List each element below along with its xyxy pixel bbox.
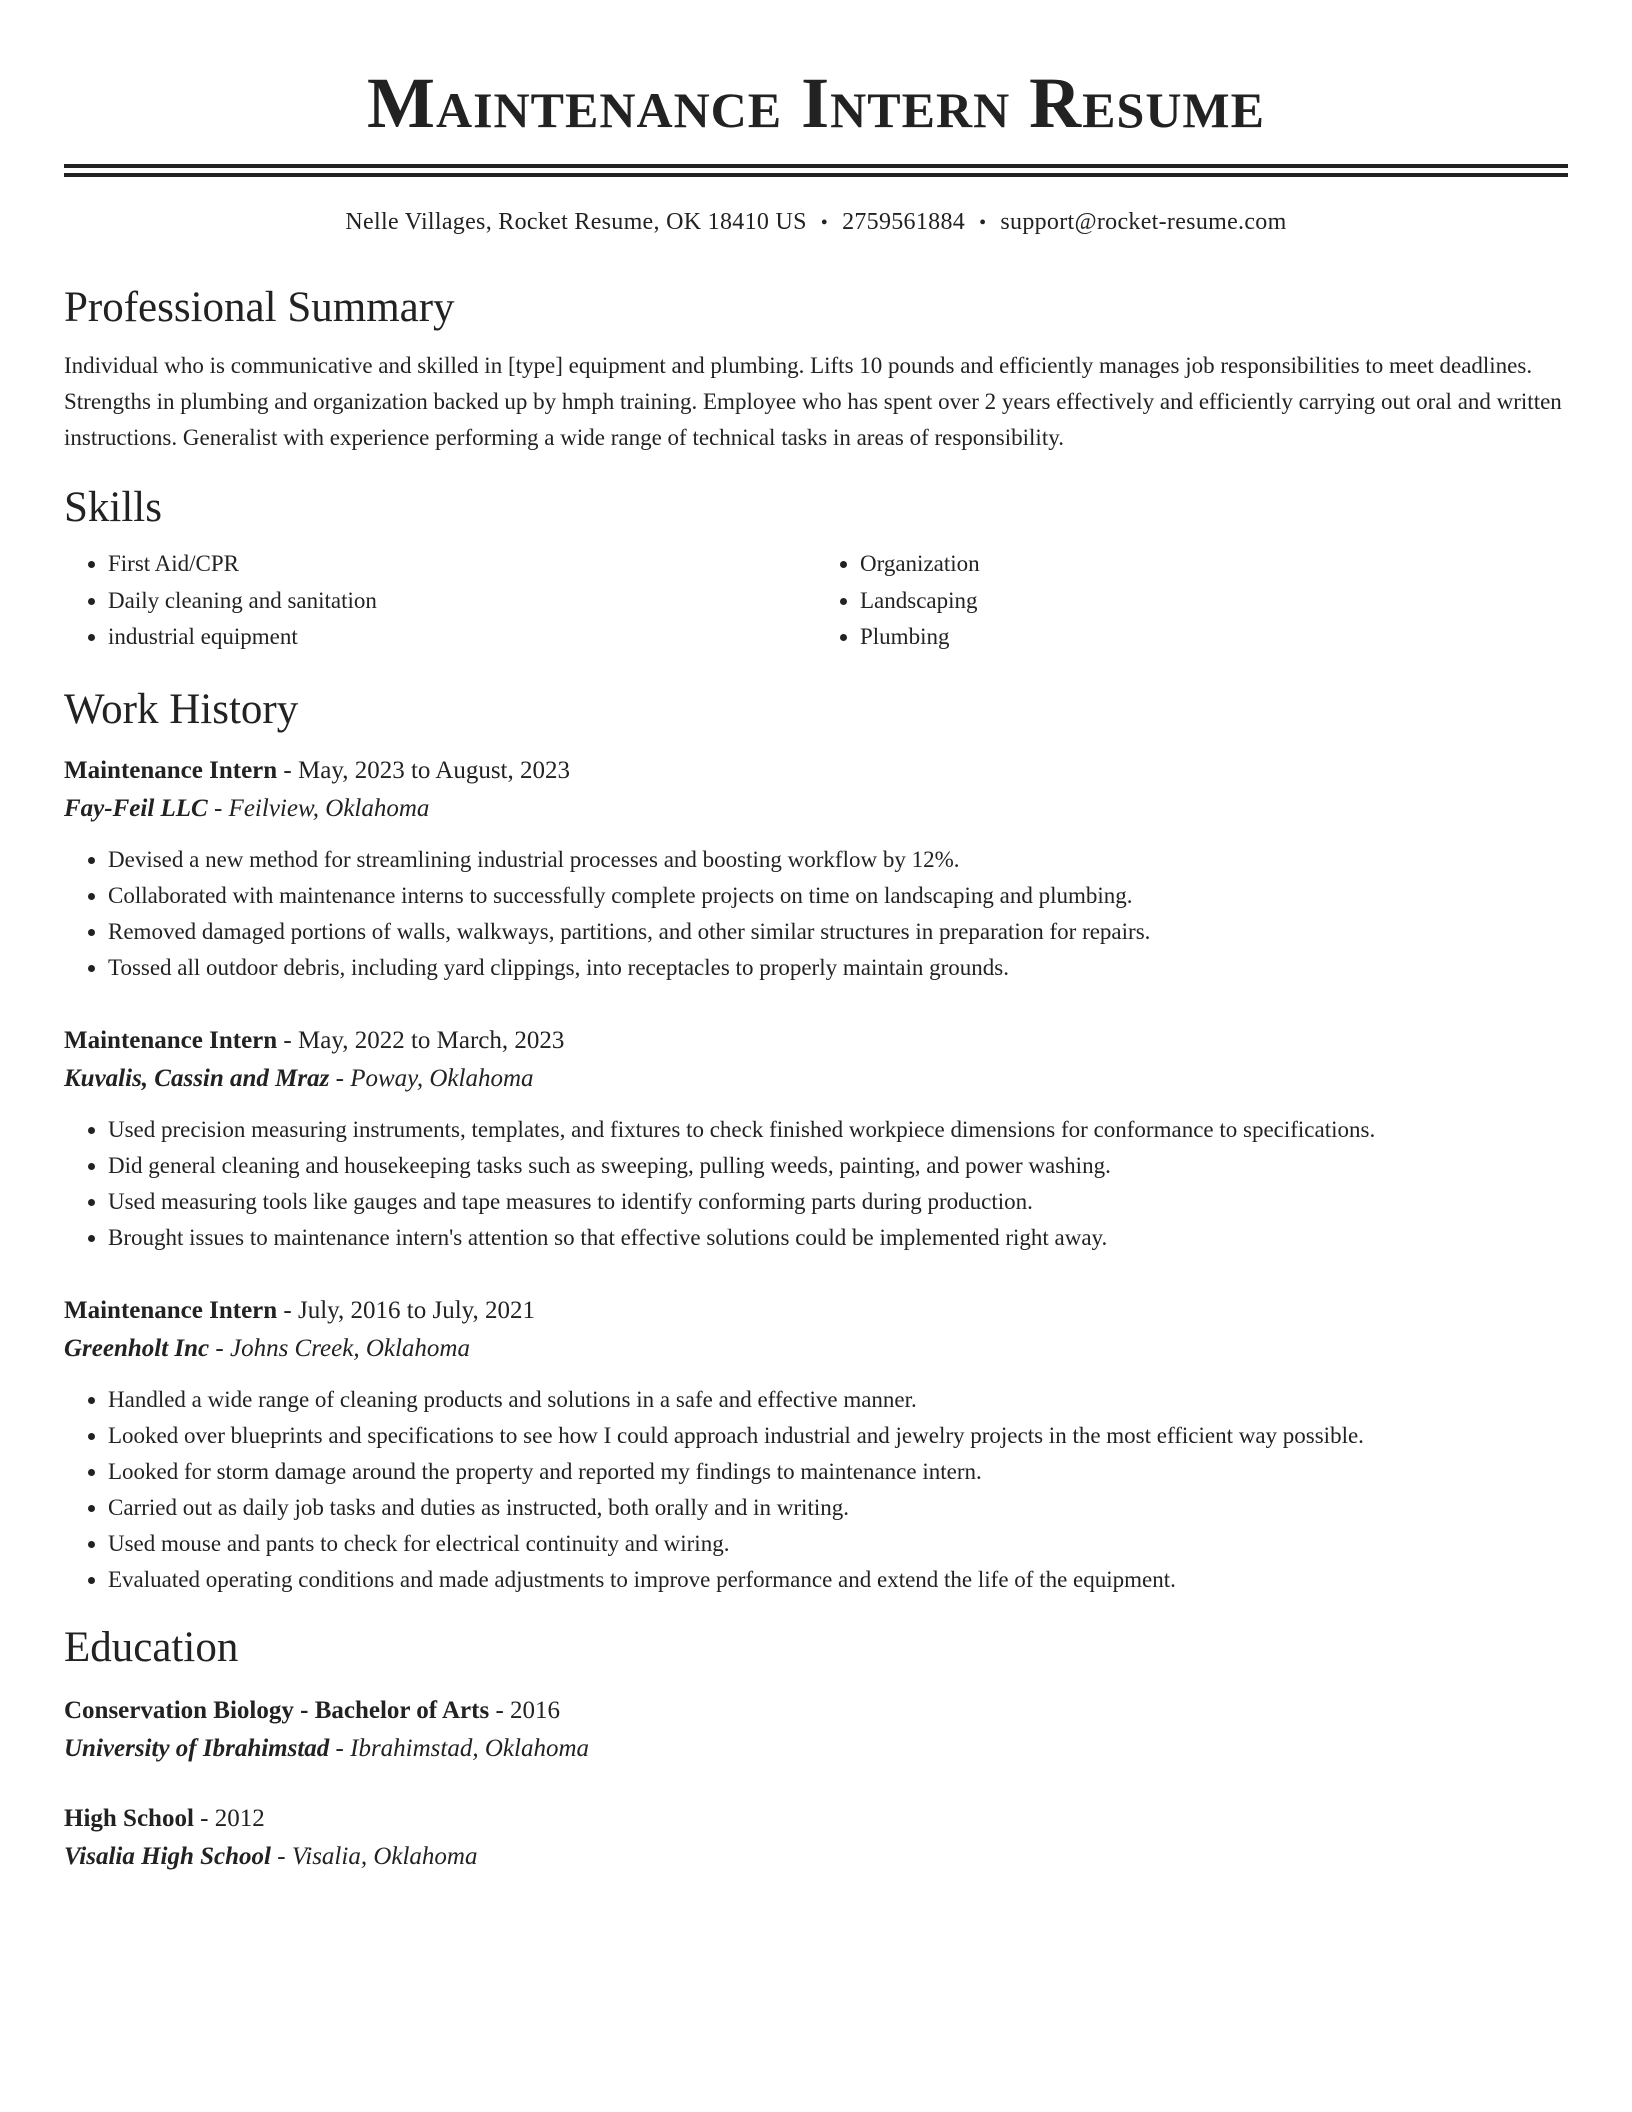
job-company: Greenholt Inc — [64, 1334, 210, 1362]
job-bullet: • Used measuring tools like gauges and tape measures to identify conforming parts during production. — [108, 1184, 1568, 1220]
job-bullet: • Looked over blueprints and specifications to see how I could approach industrial and jewelry projects in the most efficient way possible. — [108, 1418, 1568, 1454]
job-entry — [64, 1292, 1568, 1598]
job-entry — [64, 1022, 1568, 1256]
education-entry — [64, 1692, 1568, 1768]
skills-heading: Skills — [64, 484, 162, 531]
job-title: Maintenance Intern — [64, 1026, 278, 1054]
job-title: Maintenance Intern — [64, 756, 278, 784]
job-company: Kuvalis, Cassin and Mraz — [64, 1064, 330, 1092]
job-location: - Feilview, Oklahoma — [207, 794, 430, 822]
education-degree: High School — [64, 1804, 194, 1832]
job-bullet: • Used mouse and pants to check for electrical continuity and wiring. — [108, 1526, 1568, 1562]
education-degree: Conservation Biology - Bachelor of Arts — [64, 1696, 490, 1724]
job-dates: - May, 2023 to August, 2023 — [277, 756, 570, 784]
education-school-line — [64, 1838, 1568, 1876]
job-bullet: • Evaluated operating conditions and made adjustments to improve performance and extend the life of the equipment. — [108, 1562, 1568, 1598]
contact-phone: 2759561884 — [842, 209, 966, 235]
skills-list — [64, 546, 1568, 656]
education-location: - Ibrahimstad, Oklahoma — [329, 1734, 590, 1762]
education-heading: Education — [64, 1623, 239, 1671]
job-bullet: • Looked for storm damage around the property and reported my findings to maintenance intern. — [108, 1454, 1568, 1490]
education-year: - 2012 — [193, 1804, 265, 1832]
job-location: - Johns Creek, Oklahoma — [209, 1334, 470, 1362]
job-bullet: • Carried out as daily job tasks and duties as instructed, both orally and in writing. — [108, 1490, 1568, 1526]
job-entry — [64, 752, 1568, 986]
job-bullets — [64, 1382, 1568, 1598]
education-location: - Visalia, Oklahoma — [271, 1842, 478, 1870]
contact-separator: • — [979, 212, 987, 234]
education-degree-line — [64, 1800, 1568, 1838]
summary-heading: Professional Summary — [64, 284, 455, 331]
work-history-heading: Work History — [64, 685, 299, 733]
job-company-line — [64, 790, 1568, 828]
skill-item: • Daily cleaning and sanitation — [108, 583, 816, 620]
job-dates: - July, 2016 to July, 2021 — [277, 1296, 536, 1324]
job-company-line — [64, 1060, 1568, 1098]
job-bullet: • Tossed all outdoor debris, including yard clippings, into receptacles to properly maintain grounds. — [108, 950, 1568, 986]
job-bullet: • Devised a new method for streamlining industrial processes and boosting workflow by 12%. — [108, 842, 1568, 878]
job-company: Fay-Feil LLC — [64, 794, 208, 822]
job-dates: - May, 2022 to March, 2023 — [277, 1026, 565, 1054]
education-degree-line — [64, 1692, 1568, 1730]
education-entry — [64, 1800, 1568, 1876]
skill-item: • industrial equipment — [108, 619, 816, 656]
job-title-line — [64, 752, 1568, 790]
summary-text: Individual who is communicative and skilled in [type] equipment and plumbing. Lifts 10 pounds and efficiently manages job responsibilities to meet deadlines. Strengths in plumbing and organization backed up by hmph training. Employee who has spent over 2 years effectively and efficiently carrying out oral and written instructions. Generalist with experience performing a wide range of technical tasks in areas of responsibility. — [64, 353, 1562, 450]
job-title: Maintenance Intern — [64, 1296, 278, 1324]
education-year: - 2016 — [489, 1696, 561, 1724]
contact-line — [64, 205, 1568, 240]
contact-email: support@rocket-resume.com — [1000, 209, 1287, 235]
skill-item: • Plumbing — [860, 619, 1568, 656]
job-location: - Poway, Oklahoma — [329, 1064, 534, 1092]
job-bullet: • Brought issues to maintenance intern's attention so that effective solutions could be implemented right away. — [108, 1220, 1568, 1256]
skill-item: • Organization — [860, 546, 1568, 583]
education-school: University of Ibrahimstad — [64, 1734, 330, 1762]
job-bullets — [64, 1112, 1568, 1256]
skill-item: • Landscaping — [860, 583, 1568, 620]
job-bullet: • Collaborated with maintenance interns to successfully complete projects on time on landscaping and plumbing. — [108, 878, 1568, 914]
resume-title: Maintenance Intern Resume — [367, 63, 1265, 143]
skills-column-right — [816, 546, 1568, 656]
job-bullet: • Handled a wide range of cleaning products and solutions in a safe and effective manner. — [108, 1382, 1568, 1418]
job-title-line — [64, 1022, 1568, 1060]
title-divider-top — [64, 164, 1568, 168]
job-bullets — [64, 842, 1568, 986]
title-divider-bottom — [64, 173, 1568, 177]
job-bullet: • Removed damaged portions of walls, walkways, partitions, and other similar structures in preparation for repairs. — [108, 914, 1568, 950]
contact-separator: • — [820, 212, 829, 234]
job-company-line — [64, 1330, 1568, 1368]
contact-address: Nelle Villages, Rocket Resume, OK 18410 US — [345, 209, 807, 235]
job-title-line — [64, 1292, 1568, 1330]
education-school: Visalia High School — [64, 1842, 272, 1870]
job-bullet: • Used precision measuring instruments, templates, and fixtures to check finished workpiece dimensions for conformance to specifications. — [108, 1112, 1568, 1148]
skill-item: • First Aid/CPR — [108, 546, 816, 583]
education-school-line — [64, 1730, 1568, 1768]
job-bullet: • Did general cleaning and housekeeping tasks such as sweeping, pulling weeds, painting, and power washing. — [108, 1148, 1568, 1184]
skills-column-left — [64, 546, 816, 656]
